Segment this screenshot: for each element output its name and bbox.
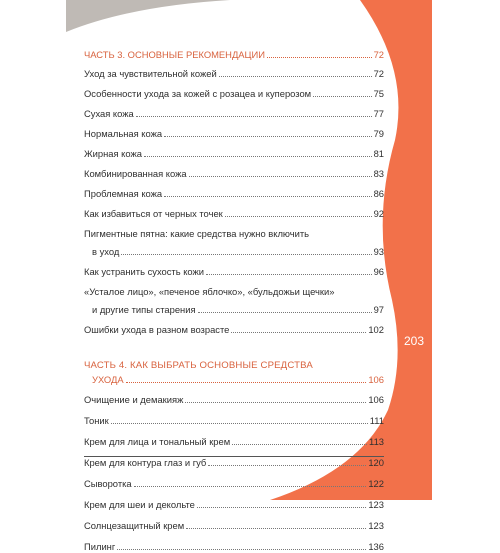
dot-leader [185, 401, 366, 403]
toc-entry-text: ЧАСТЬ 3. ОСНОВНЫЕ РЕКОМЕНДАЦИИ [84, 49, 265, 60]
toc-entry-text: Жирная кожа [84, 148, 142, 159]
toc-entry-text: Крем для лица и тональный крем [84, 436, 231, 447]
footer-divider [84, 456, 384, 457]
section-3-title [84, 47, 384, 61]
dot-leader [111, 422, 368, 424]
section-4-title: ЧАСТЬ 4. КАК ВЫБРАТЬ ОСНОВНЫЕ СРЕДСТВА [84, 360, 313, 371]
toc-entry-page: 96 [373, 266, 384, 277]
dot-leader [136, 115, 372, 117]
toc-entry [84, 457, 384, 469]
dot-leader [189, 175, 372, 177]
toc-entry [84, 415, 384, 427]
toc-entry-text: в уход [92, 246, 120, 257]
toc-entry [84, 148, 384, 160]
toc-entry-text: Комбинированная кожа [84, 168, 187, 179]
toc-entry [84, 246, 384, 258]
toc-entry [84, 541, 384, 553]
dot-leader [186, 527, 366, 529]
dot-leader [164, 195, 371, 197]
toc-entry-text: «Усталое лицо», «печеное яблочко», «бульдожьи щечки» [84, 286, 335, 297]
dot-leader [219, 75, 372, 77]
dot-leader [197, 506, 366, 508]
dot-leader [313, 95, 371, 97]
toc-entry [84, 324, 384, 336]
toc-entry-text: Проблемная кожа [84, 188, 163, 199]
toc-entry-page: 86 [373, 188, 384, 199]
toc-entry-text: Как устранить сухость кожи [84, 266, 205, 277]
toc-entry [84, 128, 384, 140]
toc-entry-page: 75 [373, 88, 384, 99]
toc-entry [84, 478, 384, 490]
toc-entry-page: 79 [373, 128, 384, 139]
toc-entry [84, 108, 384, 120]
toc-entry-text: Крем для шеи и декольте [84, 499, 195, 510]
toc-entry-page: 72 [373, 49, 384, 60]
toc-entry-text: Пигментные пятна: какие средства нужно включить [84, 228, 310, 239]
toc-entry [84, 168, 384, 180]
toc-entry-text: Тоник [84, 415, 109, 426]
toc-entry-page: 83 [373, 168, 384, 179]
toc-entry-text: Пилинг [84, 541, 116, 552]
toc-entry [84, 499, 384, 511]
toc-entry-page: 111 [369, 415, 384, 426]
toc-entry [84, 520, 384, 532]
toc-entry-text: Крем для контура глаз и губ [84, 457, 207, 468]
toc-entry-page: 93 [373, 246, 384, 257]
toc-entry-text: Ошибки ухода в разном возрасте [84, 324, 230, 335]
gray-corner-shape [66, 0, 230, 32]
dot-leader [126, 381, 367, 383]
toc-entry-text: Сыворотка [84, 478, 132, 489]
toc-entry-page: 136 [368, 541, 384, 552]
toc-entry-page: 106 [368, 374, 384, 385]
toc-entry-text: Особенности ухода за кожей с розацеа и куперозом [84, 88, 312, 99]
dot-leader [267, 56, 372, 58]
dot-leader [232, 443, 367, 445]
dot-leader [164, 135, 371, 137]
toc-entry-page: 122 [368, 478, 384, 489]
toc-entry-text: Как избавиться от черных точек [84, 208, 223, 219]
toc-entry-page: 113 [369, 436, 384, 447]
toc-entry [84, 266, 384, 278]
toc-entry-text: Уход за чувствительной кожей [84, 68, 217, 79]
toc-entry [84, 88, 384, 100]
dot-leader [206, 273, 372, 275]
toc-entry-line1 [84, 228, 384, 240]
toc-entry [84, 188, 384, 200]
dot-leader [144, 155, 372, 157]
toc-entry-text: Сухая кожа [84, 108, 134, 119]
toc-entry-page: 123 [368, 499, 384, 510]
toc-entry-page: 102 [368, 324, 384, 335]
dot-leader [208, 464, 366, 466]
toc-entry-text: Очищение и демакияж [84, 394, 184, 405]
toc-entry [84, 304, 384, 316]
toc-entry [84, 68, 384, 80]
toc-entry-page: 97 [373, 304, 384, 315]
dot-leader [225, 215, 372, 217]
toc-entry-text: и другие типы старения [92, 304, 196, 315]
toc-entry [84, 394, 384, 406]
toc-entry-line1 [84, 286, 384, 298]
table-of-contents [84, 47, 384, 553]
toc-entry-page: 123 [368, 520, 384, 531]
toc-entry-text: Солнцезащитный крем [84, 520, 185, 531]
toc-entry [84, 208, 384, 220]
toc-entry-page: 106 [368, 394, 384, 405]
section-4-title-cont [84, 374, 384, 386]
dot-leader [231, 331, 366, 333]
dot-leader [117, 548, 366, 550]
toc-entry-text: Нормальная кожа [84, 128, 163, 139]
dot-leader [134, 485, 367, 487]
toc-entry [84, 436, 384, 448]
toc-entry-page: 92 [373, 208, 384, 219]
dot-leader [121, 253, 371, 255]
toc-entry-page: 72 [373, 68, 384, 79]
page-number: 203 [403, 334, 425, 348]
dot-leader [198, 311, 372, 313]
toc-entry-page: 120 [368, 457, 384, 468]
toc-entry-page: 81 [373, 148, 384, 159]
toc-entry-text: УХОДА [92, 374, 124, 385]
toc-entry-page: 77 [373, 108, 384, 119]
